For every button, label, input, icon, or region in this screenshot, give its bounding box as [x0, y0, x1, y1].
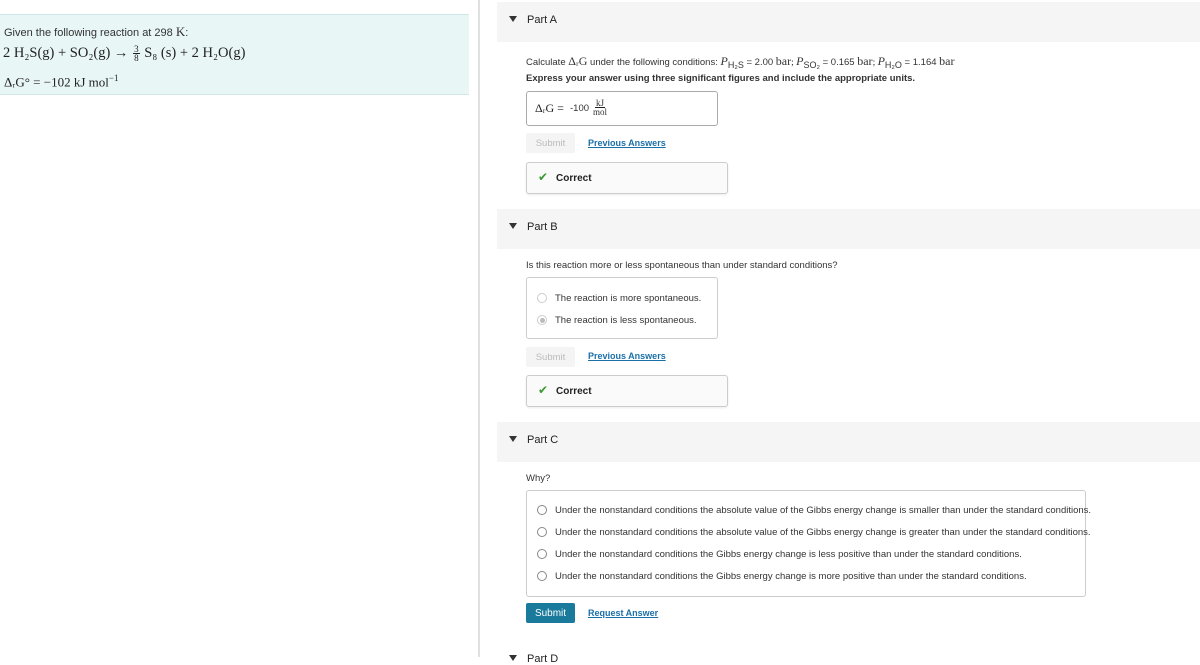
answer-label: ΔᵣG =: [535, 101, 564, 115]
part-b-submit-button[interactable]: Submit: [526, 347, 575, 367]
p1-subscript: H₂S: [727, 59, 744, 70]
separator-2: ;: [872, 58, 878, 68]
part-c-option[interactable]: [537, 569, 1027, 583]
part-a-title: Part A: [527, 14, 557, 26]
reaction-reactants: 2 H₂S(g) + SO₂(g) →: [3, 45, 133, 61]
part-a-answer-field[interactable]: [526, 91, 718, 126]
checkmark-icon: ✔: [538, 383, 549, 397]
standard-gibbs: [4, 73, 118, 90]
problem-intro: [4, 24, 188, 40]
p2-symbol: P: [796, 54, 804, 68]
panel-divider: [478, 0, 480, 657]
collapse-triangle-icon[interactable]: [509, 223, 517, 229]
unit-denominator: mol: [593, 107, 608, 117]
feedback-text: Correct: [556, 386, 592, 397]
question-middle: under the following conditions:: [587, 57, 721, 68]
part-a-feedback: [526, 162, 728, 194]
p1-symbol: P: [720, 54, 728, 68]
p1-unit: bar: [775, 54, 792, 68]
part-c-option[interactable]: [537, 547, 1022, 561]
option-label: Under the nonstandard conditions the Gibbs energy change is less positive than under the standard conditions.: [555, 548, 1022, 560]
part-c-question: Why?: [526, 473, 551, 484]
part-a-previous-answers-link[interactable]: Previous Answers: [588, 138, 666, 148]
part-c-header[interactable]: [497, 422, 1200, 462]
part-b-options: [526, 277, 718, 339]
part-a-instruction: Express your answer using three significant figures and include the appropriate units.: [526, 73, 916, 84]
p2-unit: bar: [857, 54, 873, 68]
part-b-feedback: [526, 375, 728, 407]
answer-unit: [593, 99, 607, 116]
part-b-title: Part B: [527, 221, 558, 233]
radio-button[interactable]: [537, 293, 547, 303]
checkmark-icon: ✔: [538, 170, 549, 184]
problem-intro-colon: :: [185, 27, 189, 39]
problem-intro-text: Given the following reaction at 298: [4, 27, 173, 39]
question-symbol: ΔᵣG: [568, 54, 588, 68]
option-label: The reaction is more spontaneous.: [555, 292, 702, 304]
fraction-numerator: 3: [134, 44, 139, 55]
option-label: The reaction is less spontaneous.: [555, 314, 697, 326]
problem-statement: [0, 14, 469, 95]
collapse-triangle-icon[interactable]: [509, 655, 517, 661]
question-prefix: Calculate: [526, 57, 569, 68]
option-label: Under the nonstandard conditions the absolute value of the Gibbs energy change is smaller than under the standard conditions.: [555, 504, 1092, 516]
p3-symbol: P: [877, 54, 885, 68]
part-c-option[interactable]: [537, 503, 1091, 517]
p3-subscript: H₂O: [884, 59, 902, 70]
part-b-option[interactable]: [537, 291, 701, 305]
reaction-products: S₈ (s) + 2 H₂O(g): [144, 45, 246, 61]
p3-unit: bar: [939, 54, 955, 68]
part-b-previous-answers-link[interactable]: Previous Answers: [588, 351, 666, 361]
radio-button[interactable]: [537, 505, 547, 515]
part-c-option[interactable]: [537, 525, 1091, 539]
part-a-header[interactable]: [497, 2, 1200, 42]
part-b-question: Is this reaction more or less spontaneous than under standard conditions?: [526, 260, 838, 271]
standard-gibbs-value: ΔᵣG° = −102 kJ mol: [4, 74, 109, 90]
separator-1: ;: [791, 58, 797, 68]
part-b-option-selected[interactable]: [537, 313, 697, 327]
problem-intro-unit: K: [175, 24, 186, 39]
feedback-text: Correct: [556, 173, 592, 184]
collapse-triangle-icon[interactable]: [509, 16, 517, 22]
p3-value: = 1.164: [901, 57, 940, 68]
reaction-fraction: [133, 45, 140, 62]
collapse-triangle-icon[interactable]: [509, 436, 517, 442]
p1-value: = 2.00: [743, 57, 776, 68]
radio-button-selected[interactable]: [537, 315, 547, 325]
reaction-equation: [3, 45, 245, 62]
standard-gibbs-exponent: −1: [108, 73, 119, 83]
part-d-title: Part D: [527, 653, 559, 665]
fraction-denominator: 8: [134, 53, 139, 64]
part-c-options: [526, 490, 1092, 597]
part-a-question: [526, 54, 955, 70]
part-a-submit-button[interactable]: Submit: [526, 133, 575, 153]
answer-value[interactable]: -100: [570, 103, 590, 114]
part-d-header[interactable]: [497, 645, 1200, 665]
part-c-request-answer-link[interactable]: Request Answer: [588, 608, 659, 618]
part-b-header[interactable]: [497, 209, 1200, 249]
unit-numerator: kJ: [596, 98, 605, 108]
part-c-title: Part C: [527, 434, 559, 446]
p2-value: = 0.165: [819, 57, 858, 68]
part-c-submit-button[interactable]: Submit: [526, 603, 575, 623]
radio-button[interactable]: [537, 527, 547, 537]
radio-button[interactable]: [537, 549, 547, 559]
option-label: Under the nonstandard conditions the absolute value of the Gibbs energy change is greater than under the standard conditions.: [555, 526, 1091, 538]
radio-button[interactable]: [537, 571, 547, 581]
p2-subscript: SO₂: [803, 59, 820, 70]
option-label: Under the nonstandard conditions the Gibbs energy change is more positive than under the standard conditions.: [555, 570, 1027, 582]
